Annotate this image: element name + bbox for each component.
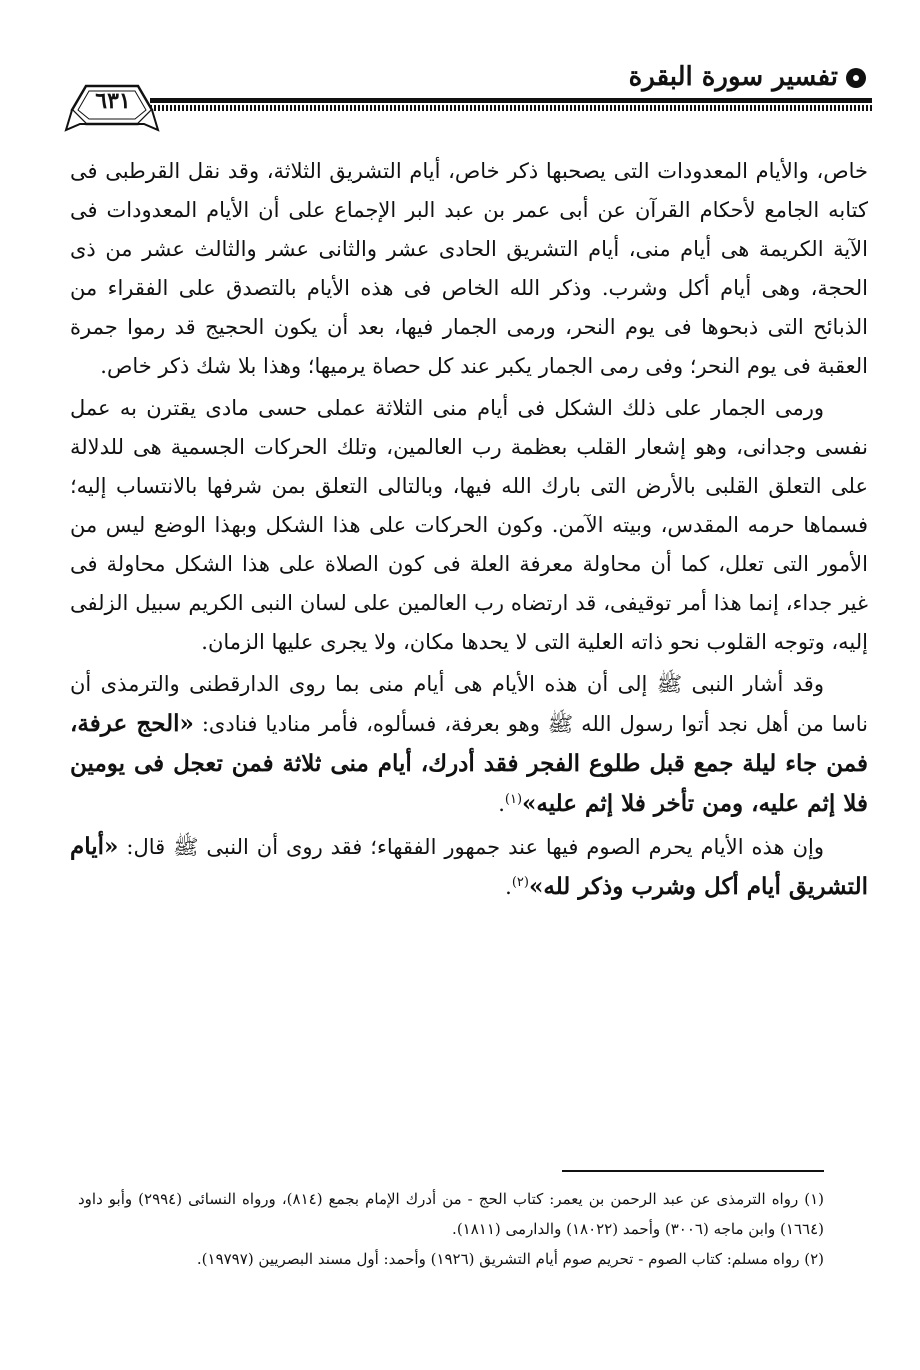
main-text: [70, 152, 868, 907]
paragraph-3-text: وقد أشار النبى ﷺ إلى أن هذه الأيام هى أيام منى بما روى الدارقطنى والترمذى أن ناسا من أهل نجد أتوا رسول الله ﷺ وهو بعرفة، فسألوه، فأمر مناديا فنادى:: [70, 672, 868, 736]
paragraph-1: خاص، والأيام المعدودات التى يصحبها ذكر خاص، أيام التشريق الثلاثة، وقد نقل القرطبى فى كتابه الجامع لأحكام القرآن عن أبى عمر بن عبد البر الإجماع على أن الأيام المعدودات فى الآية الكريمة هى أيام منى، أيام التشريق الحادى عشر والثانى عشر والثالث عشر من ذى الحجة، وهى أيام أكل وشرب. وذكر الله الخاص فى هذه الأيام بالتصدق على الفقراء من الذبائح التى ذبحوها فى يوم النحر، ورمى الجمار فيها، بعد أن يكون الحجيج قد رموا جمرة العقبة فى يوم النحر؛ وفى رمى الجمار يكبر عند كل حصاة يرميها؛ وهذا بلا شك ذكر خاص.: [70, 159, 868, 378]
footnotes: [78, 1184, 824, 1274]
hadith-quote-2: «أيام التشريق أيام أكل وشرب وذكر لله»: [70, 833, 868, 900]
paragraph-3: [70, 665, 868, 824]
paragraph-4: [70, 827, 868, 907]
footnote-ref-2: (٢): [511, 875, 529, 890]
footnote-ref-1: (١): [504, 792, 523, 807]
footnote-1: (١) رواه الترمذى عن عبد الرحمن بن يعمر: كتاب الحج - من أدرك الإمام بجمع (٨١٤)، ورواه النسائى (٢٩٩٤) وأبو داود (١٦٦٤) وابن ماجه (٣٠٠٦) وأحمد (١٨٠٢٢) والدارمى (١٨١١).: [78, 1190, 825, 1238]
header-rule-dotted: [150, 105, 872, 111]
paragraph-2: ورمى الجمار على ذلك الشكل فى أيام منى الثلاثة عملى حسى مادى يقترن به عمل نفسى وجدانى، وهو إشعار القلب بعظمة رب العالمين، وتلك الحركات الجسمية هى للدلالة على التعلق القلبى بالأرض التى بارك الله فيها، وبالتالى التعلق بمن شرفها بالانتساب إليه؛ فسماها حرمه المقدس، وبيته الآمن. وكون الحركات على هذا الشكل وبهذا الوضع ليس من الأمور التى تعلل، كما أن محاولة معرفة العلة فى كون الصلاة على هذا الشكل محاولة فى غير جداء، إنما هذا أمر توقيفى، قد ارتضاه رب العالمين على لسان النبى الكريم سبيل الزلفى إليه، وتوجه القلوب نحو ذاته العلية التى لا يحدها مكان، ولا يجرى عليها الزمان.: [70, 396, 868, 654]
hadith-quote-1: «الحج عرفة، فمن جاء ليلة جمع قبل طلوع الفجر فقد أدرك، أيام منى ثلاثة فمن تعجل فى يومين فلا إثم عليه، ومن تأخر فلا إثم عليه»: [70, 710, 868, 817]
header-bullet-icon: [844, 66, 868, 90]
paragraph-3-end: .: [498, 792, 505, 816]
footnote-separator: [562, 1170, 824, 1172]
footnote-2: (٢) رواه مسلم: كتاب الصوم - تحريم صوم أيام التشريق (١٩٢٦) وأحمد: أول مسند البصريين (١٩٧٩٧).: [196, 1250, 824, 1268]
page-header-title: تفسير سورة البقرة: [628, 62, 838, 92]
page-number: ٦٣١: [95, 88, 131, 114]
paragraph-4-text: وإن هذه الأيام يحرم الصوم فيها عند جمهور الفقهاء؛ فقد روى أن النبى ﷺ قال:: [126, 835, 824, 859]
header-rule: [150, 98, 872, 103]
paragraph-4-end: .: [505, 875, 512, 899]
